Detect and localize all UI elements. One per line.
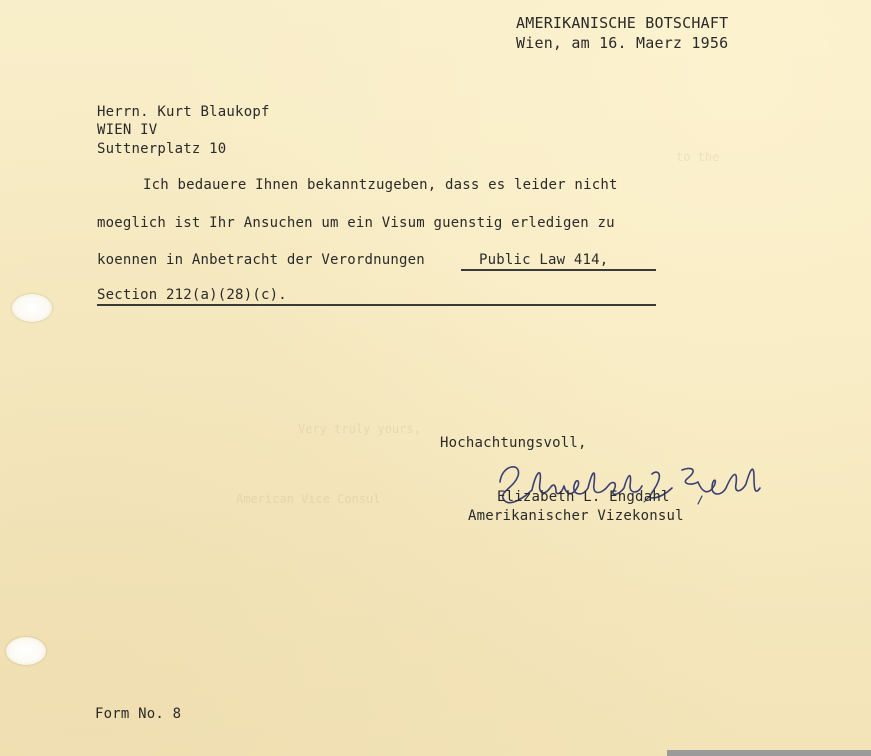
- punch-hole: [12, 294, 52, 322]
- addressee-city: WIEN IV: [97, 122, 158, 138]
- signer-name: Elizabeth L. Engdahl: [497, 489, 670, 505]
- law-underline: [461, 269, 656, 271]
- section-reference: Section 212(a)(28)(c).: [97, 287, 287, 303]
- form-number: Form No. 8: [95, 706, 182, 722]
- addressee-street: Suttnerplatz 10: [97, 141, 227, 157]
- law-reference: Public Law 414,: [479, 252, 609, 268]
- section-underline: [97, 304, 656, 306]
- scan-edge-bar: [667, 750, 871, 756]
- body-line-1: Ich bedauere Ihnen bekanntzugeben, dass es leider nicht: [143, 177, 618, 193]
- signer-title: Amerikanischer Vizekonsul: [468, 508, 684, 524]
- place-date: Wien, am 16. Maerz 1956: [516, 34, 729, 52]
- body-line-2: moeglich ist Ihr Ansuchen um ein Visum guenstig erledigen zu: [97, 215, 615, 231]
- body-line-3: koennen in Anbetracht der Verordnungen: [97, 252, 425, 268]
- closing-salutation: Hochachtungsvoll,: [440, 435, 587, 451]
- reverse-show-through: to the: [676, 150, 720, 164]
- punch-hole: [6, 637, 46, 665]
- reverse-show-through: Very truly yours,: [298, 422, 421, 436]
- embassy-name: AMERIKANISCHE BOTSCHAFT: [516, 14, 729, 32]
- addressee-name: Herrn. Kurt Blaukopf: [97, 104, 270, 120]
- reverse-show-through: American Vice Consul: [236, 492, 381, 506]
